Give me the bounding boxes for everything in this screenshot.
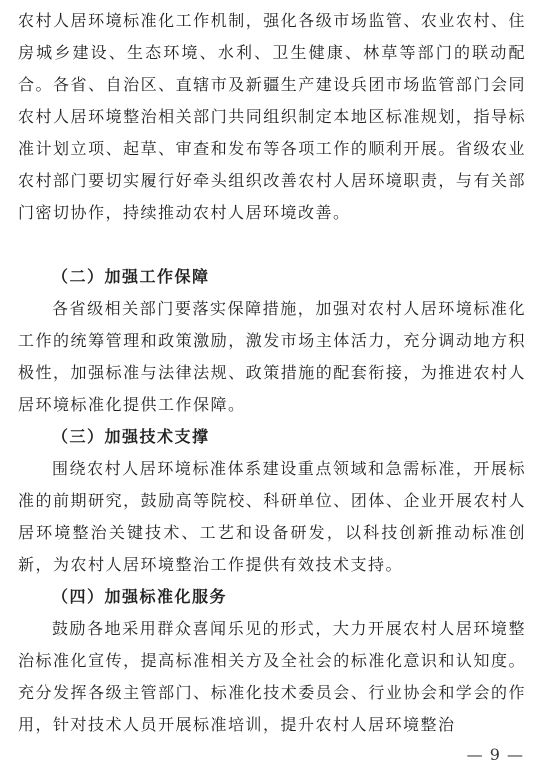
paragraph-work-guarantee: 各省级相关部门要落实保障措施，加强对农村人居环境标准化工作的统筹管理和政策激励，激发市场主体活力，充分调动地方积极性，加强标准与法律法规、政策措施的配套衔接，为推进农村人居环境标准化提供工作保障。 <box>18 299 526 414</box>
section-heading-standardization-service: （四）加强标准化服务 <box>52 587 228 606</box>
paragraph-standardization-service: 鼓励各地采用群众喜闻乐见的形式，大力开展农村人居环境整治标准化宣传，提高标准相关方及全社会的标准化意识和认知度。充分发挥各级主管部门、标准化技术委员会、行业协会和学会的作用，针对技术人员开展标准培训，提升农村人居环境整治 <box>18 619 526 734</box>
paragraph-technical-support: 围绕农村人居环境标准体系建设重点领域和急需标准，开展标准的前期研究，鼓励高等院校、科研单位、团体、企业开展农村人居环境整治关键技术、工艺和设备研发，以科技创新推动标准创新，为农村人居环境整治工作提供有效技术支持。 <box>18 459 526 574</box>
page-number: — 9 — <box>466 745 524 764</box>
paragraph-coordination-mechanism: 农村人居环境标准化工作机制，强化各级市场监管、农业农村、住房城乡建设、生态环境、水利、卫生健康、林草等部门的联动配合。各省、自治区、直辖市及新疆生产建设兵团市场监管部门会同农村人居环境整治相关部门共同组织制定本地区标准规划，指导标准计划立项、起草、审查和发布等各项工作的顺利开展。省级农业农村部门要切实履行好牵头组织改善农村人居环境职责，与有关部门密切协作，持续推动农村人居环境改善。 <box>18 11 526 222</box>
section-heading-work-guarantee: （二）加强工作保障 <box>52 267 210 286</box>
section-heading-technical-support: （三）加强技术支撑 <box>52 427 210 446</box>
